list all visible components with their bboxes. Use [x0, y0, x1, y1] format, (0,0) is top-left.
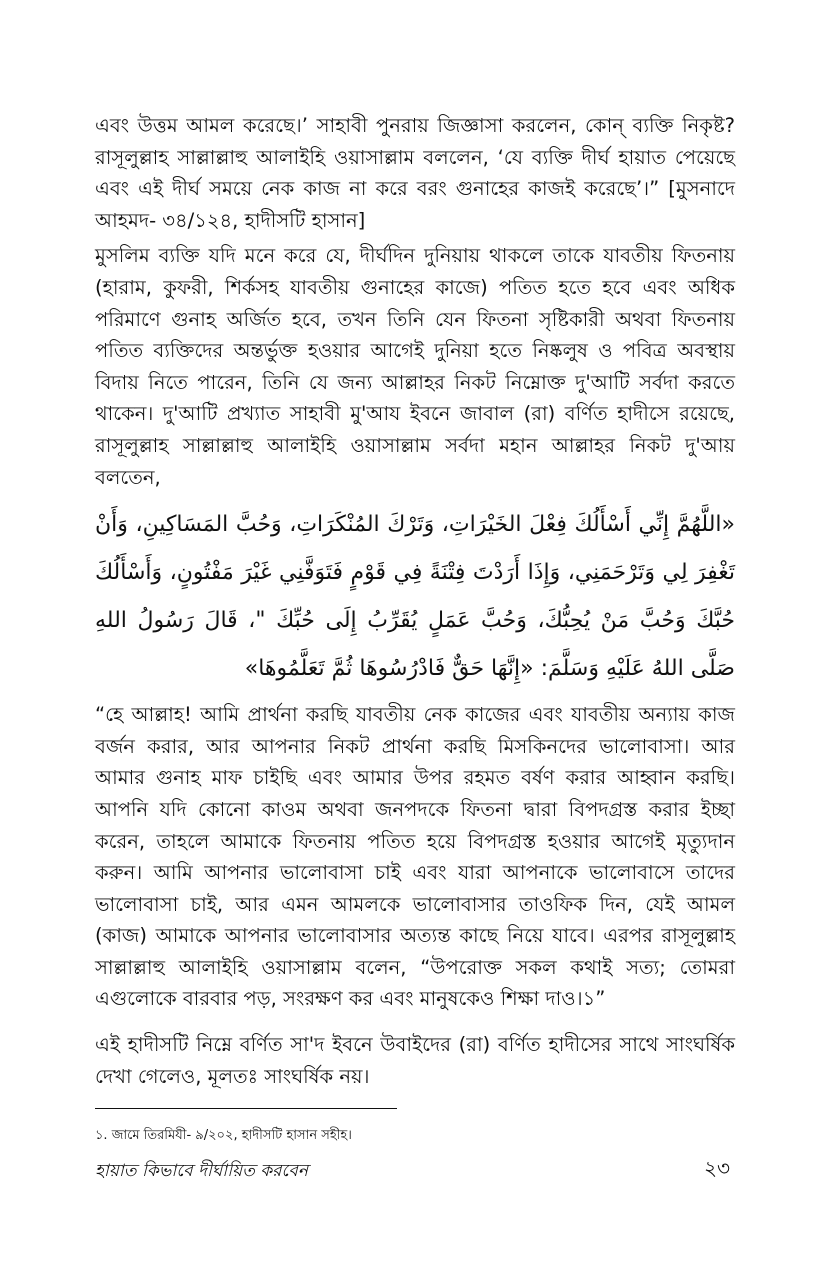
footnote: ১. জামে তিরমিযী- ৯/২০২, হাদীসটি হাসান সহীহ।	[95, 1128, 352, 1143]
paragraph-conclusion: এই হাদীসটি নিম্নে বর্ণিত সা'দ ইবনে উবাইদের (রা) বর্ণিত হাদীসের সাথে সাংঘর্ষিক দেখা গেলেও, মূলতঃ সাংঘর্ষিক নয়।	[95, 1033, 735, 1088]
footnote-divider	[95, 1108, 397, 1109]
page-number: ২৩	[703, 1156, 730, 1180]
paragraph-explanation: মুসলিম ব্যক্তি যদি মনে করে যে, দীর্ঘদিন দুনিয়ায় থাকলে তাকে যাবতীয় ফিতনায় (হারাম, কুফরী, শির্কসহ যাবতীয় গুনাহের কাজে) পতিত হতে হবে এবং অধিক পরিমাণে গুনাহ অর্জিত হবে, তখন তিনি যেন ফিতনা সৃষ্টিকারী অথবা ফিতনায় পতিত ব্যক্তিদের অন্তর্ভুক্ত হওয়ার আগেই দুনিয়া হতে নিষ্কলুষ ও পবিত্র অবস্থায় বিদায় নিতে পারেন, তিনি যে জন্য আল্লাহর নিকট নিম্নোক্ত দু'আটি সর্বদা করতে থাকেন। দু'আটি প্রখ্যাত সাহাবী মু'আয ইবনে জাবাল (রা) বর্ণিত হাদীসে রয়েছে, রাসূলুল্লাহ সাল্লাল্লাহু আলাইহি ওয়াসাল্লাম সর্বদা মহান আল্লাহর নিকট দু'আয় বলতেন,	[95, 244, 735, 489]
page-body	[95, 110, 735, 1100]
paragraph-hadith-ending: এবং উত্তম আমল করেছে।’ সাহাবী পুনরায় জিজ্ঞাসা করলেন, কোন্ ব্যক্তি নিকৃষ্ট? রাসূলুল্লাহ সাল্লাল্লাহু আলাইহি ওয়াসাল্লাম বললেন, ‘যে ব্যক্তি দীর্ঘ হায়াত পেয়েছে এবং এই দীর্ঘ সময়ে নেক কাজ না করে বরং গুনাহের কাজই করেছে’।” [মুসনাদে আহমদ- ৩৪/১২৪, হাদীসটি হাসান]	[95, 114, 735, 232]
paragraph-dua-translation: “হে আল্লাহ! আমি প্রার্থনা করছি যাবতীয় নেক কাজের এবং যাবতীয় অন্যায় কাজ বর্জন করার, আর আপনার নিকট প্রার্থনা করছি মিসকিনদের ভালোবাসা। আর আমার গুনাহ মাফ চাইছি এবং আমার উপর রহমত বর্ষণ করার আহ্বান করছি। আপনি যদি কোনো কাওম অথবা জনপদকে ফিতনা দ্বারা বিপদগ্রস্ত করার ইচ্ছা করেন, তাহলে আমাকে ফিতনায় পতিত হয়ে বিপদগ্রস্ত হওয়ার আগেই মৃত্যুদান করুন। আমি আপনার ভালোবাসা চাই এবং যারা আপনাকে ভালোবাসে তাদের ভালোবাসা চাই, আর এমন আমলকে ভালোবাসার তাওফিক দিন, যেই আমল (কাজ) আমাকে আপনার ভালোবাসার অত্যন্ত কাছে নিয়ে যাবে। এরপর রাসূলুল্লাহ সাল্লাল্লাহু আলাইহি ওয়াসাল্লাম বলেন, “উপরোক্ত সকল কথাই সত্য; তোমরা এগুলোকে বারবার পড়, সংরক্ষণ কর এবং মানুষকেও শিক্ষা দাও।১”	[95, 703, 735, 1011]
running-footer-title: হায়াত কিভাবে দীর্ঘায়িত করবেন	[95, 1161, 308, 1181]
arabic-dua-text: «اللَّهُمَّ إِنِّي أَسْأَلُكَ فِعْلَ الخَيْرَاتِ، وَتَرْكَ المُنْكَرَاتِ، وَحُبَّ المَسَاكِينِ، وَأَنْ تَغْفِرَ لِي وَتَرْحَمَنِي، وَإِذَا أَرَدْتَ فِتْنَةً فِي قَوْمٍ فَتَوَفَّنِي غَيْرَ مَفْتُونٍ، وَأَسْأَلُكَ حُبَّكَ وَحُبَّ مَنْ يُحِبُّكَ، وَحُبَّ عَمَلٍ يُقَرِّبُ إِلَى حُبِّكَ "، قَالَ رَسُولُ اللهِ صَلَّى اللهُ عَلَيْهِ وَسَلَّمَ: «إِنَّهَا حَقٌّ فَادْرُسُوهَا ثُمَّ تَعَلَّمُوهَا»	[95, 512, 735, 682]
